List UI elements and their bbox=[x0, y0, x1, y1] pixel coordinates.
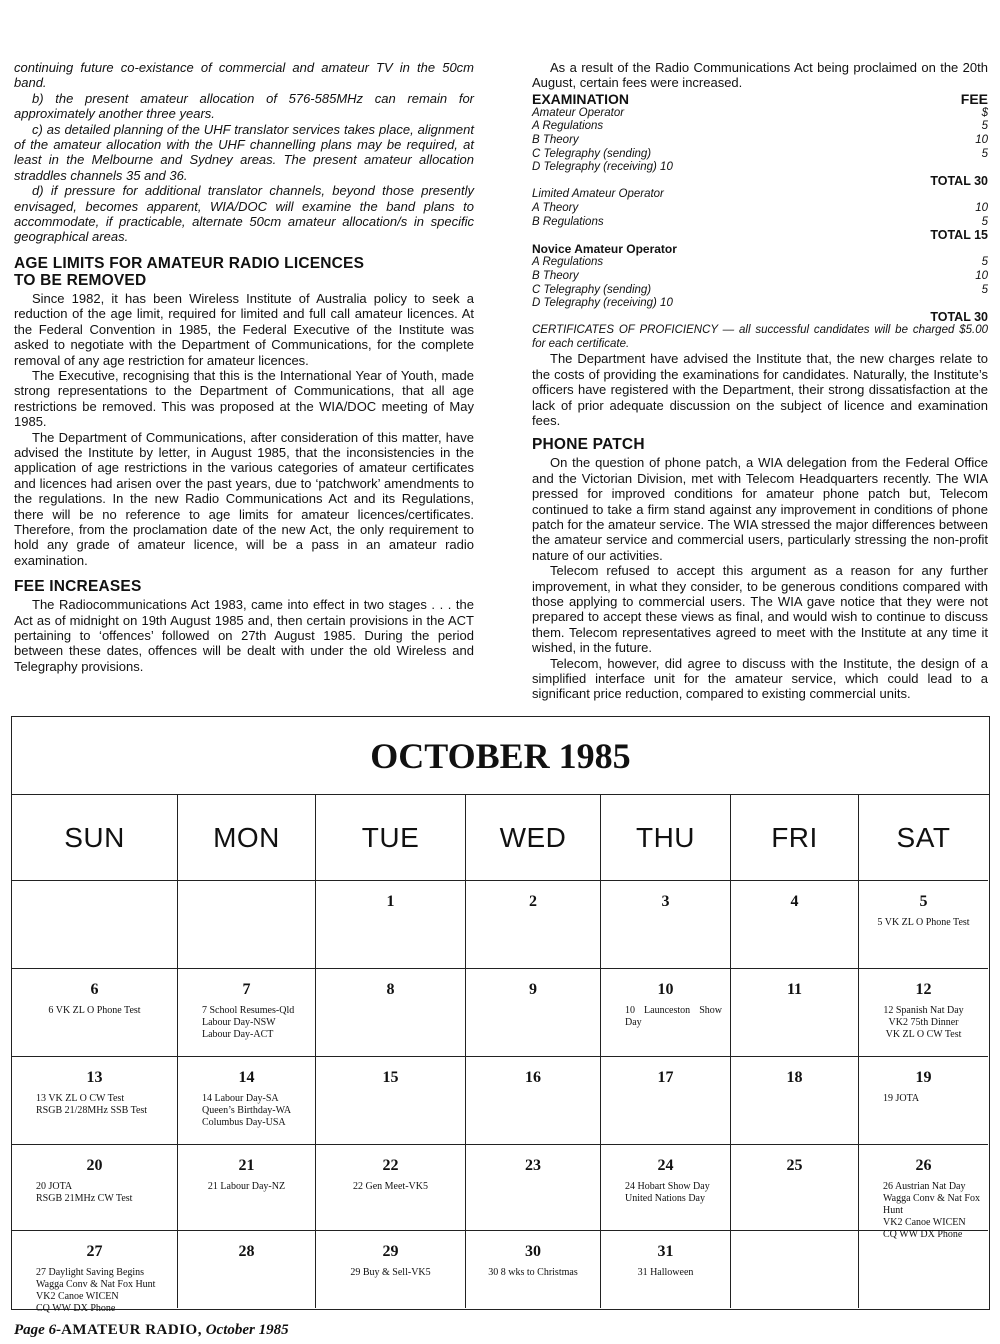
day-events bbox=[601, 1261, 730, 1279]
calendar-day-cell bbox=[178, 881, 316, 969]
day-events bbox=[12, 999, 177, 1017]
limited-operator-title: Limited Amateur Operator bbox=[532, 188, 664, 201]
event-line: 22 Gen Meet-VK5 bbox=[353, 1181, 428, 1192]
fee-increases-heading: FEE INCREASES bbox=[14, 578, 142, 596]
age-paragraph-2: The Executive, recognising that this is the International Year of Youth, made strong representations to the Department of Communications, that all age restrictions be removed. This was proposed at the WIA/DOC meeting of May 1985. bbox=[14, 367, 474, 430]
currency-symbol: $ bbox=[981, 106, 988, 119]
event-line: Labour Day-NSW bbox=[202, 1017, 276, 1028]
phone-patch-paragraph-3: Telecom, however, did agree to discuss with the Institute, the design of a simplified interface unit for the amateur service, which could lead to a significant price reduction, compared to existing commercial units. bbox=[532, 655, 988, 702]
day-number: 5 bbox=[919, 893, 928, 910]
day-events bbox=[859, 1087, 988, 1105]
age-limits-heading-line-1: AGE LIMITS FOR AMATEUR RADIO LICENCES bbox=[14, 254, 365, 272]
weekday-header-mon: MON bbox=[178, 795, 316, 881]
calendar-day-cell bbox=[178, 1231, 316, 1308]
fee-increases-paragraph: The Radiocommunications Act 1983, came into effect in two stages . . . the Act as of midnight on 19th August 1985 and, then certain provisions in the ACT pertaining to ‘offences’ followed on 27th August 1985. During the period between these dates, offences will be dealt with under the old Wireless and Telegraphy provisions. bbox=[14, 597, 474, 674]
event-line: 31 Halloween bbox=[637, 1267, 694, 1278]
fee-row-label: C Telegraphy (sending) bbox=[532, 147, 652, 160]
certificates-note: CERTIFICATES OF PROFICIENCY — all successful candidates will be charged $5.00 for each certificate. bbox=[532, 324, 988, 350]
day-number: 31 bbox=[657, 1243, 674, 1260]
footer-magazine-name: AMATEUR RADIO, bbox=[61, 1322, 202, 1338]
day-events bbox=[601, 1175, 730, 1205]
fee-row-amount: 5 bbox=[981, 147, 988, 160]
fee-row-amount: 5 bbox=[981, 256, 988, 269]
day-events bbox=[178, 1087, 315, 1129]
event-line: Columbus Day-USA bbox=[202, 1117, 286, 1128]
day-number: 12 bbox=[915, 981, 932, 998]
day-number: 8 bbox=[386, 981, 395, 998]
day-number: 15 bbox=[382, 1069, 399, 1086]
calendar-day-cell bbox=[12, 969, 178, 1057]
fee-row-label: A Regulations bbox=[532, 120, 604, 133]
day-number: 30 bbox=[525, 1243, 541, 1260]
calendar-day-cell bbox=[466, 1057, 601, 1145]
calendar-day-cell bbox=[316, 1057, 466, 1145]
calendar-day-cell bbox=[466, 969, 601, 1057]
fee-row-amount: 10 bbox=[975, 201, 988, 214]
calendar-day-cell bbox=[859, 1231, 988, 1308]
calendar-day-cell bbox=[316, 1231, 466, 1308]
calendar-day-cell bbox=[731, 969, 859, 1057]
day-events bbox=[466, 1261, 600, 1279]
fee-row-amount bbox=[928, 161, 988, 175]
day-events bbox=[601, 999, 730, 1029]
calendar-day-cell bbox=[731, 1231, 859, 1308]
calendar-day-cell bbox=[12, 1145, 178, 1231]
day-events bbox=[178, 999, 315, 1041]
day-number: 10 bbox=[657, 981, 674, 998]
fee-row-label: C Telegraphy (sending) bbox=[532, 283, 652, 296]
event-line: VK2 Canoe WICEN bbox=[36, 1291, 119, 1302]
band-item-c: c) as detailed planning of the UHF translator services takes place, alignment of the amateur allocation with the UHF channelling plans may be required, at least in the Melbourne and Sydney areas. The present amateur allocation straddles channels 35 and 36. bbox=[14, 121, 474, 183]
footer-issue-date: October 1985 bbox=[201, 1322, 289, 1338]
day-number: 19 bbox=[915, 1069, 932, 1086]
fee-row-label: D Telegraphy (receiving) 10 bbox=[532, 297, 673, 310]
event-line: Queen’s Birthday-WA bbox=[202, 1105, 292, 1116]
event-line: RSGB 21MHz CW Test bbox=[36, 1193, 133, 1204]
calendar-day-cell bbox=[466, 1231, 601, 1308]
fee-row-amount: 10 bbox=[975, 134, 988, 146]
calendar-title: OCTOBER 1985 bbox=[12, 717, 989, 795]
calendar-day-cell bbox=[731, 1057, 859, 1145]
fees-intro-paragraph: As a result of the Radio Communications Act being proclaimed on the 20th August, certain fees were increased. bbox=[532, 60, 988, 91]
calendar-day-cell bbox=[601, 1145, 731, 1231]
calendar-day-cell bbox=[316, 1145, 466, 1231]
event-line: CQ WW DX Phone bbox=[883, 1229, 963, 1240]
day-number: 1 bbox=[386, 893, 395, 910]
examination-fee-table bbox=[532, 91, 988, 325]
event-line: 20 JOTA bbox=[36, 1181, 73, 1192]
event-line: Labour Day-ACT bbox=[202, 1029, 274, 1040]
event-line: 29 Buy & Sell-VK5 bbox=[350, 1267, 431, 1278]
band-item-d: d) if pressure for additional translator channels, beyond those presently envisaged, becomes apparent, WIA/DOC will examine the band plans to accommodate, if practicable, alternate 50cm amateur allocation/s in specific geographical areas. bbox=[14, 183, 474, 245]
calendar-day-cell bbox=[601, 969, 731, 1057]
event-line: 24 Hobart Show Day bbox=[625, 1181, 710, 1192]
calendar-day-cell bbox=[12, 1231, 178, 1314]
calendar-day-cell bbox=[316, 881, 466, 969]
day-number: 9 bbox=[529, 981, 537, 998]
weekday-header-fri: FRI bbox=[731, 795, 859, 881]
day-events bbox=[12, 1175, 177, 1205]
event-line: 10 Launceston Show Day bbox=[625, 1005, 722, 1028]
day-number: 16 bbox=[525, 1069, 541, 1086]
age-limits-heading bbox=[14, 255, 474, 289]
event-line: VK2 75th Dinner bbox=[888, 1017, 959, 1028]
calendar-day-cell bbox=[316, 969, 466, 1057]
calendar-day-cell bbox=[178, 1057, 316, 1145]
age-paragraph-3: The Department of Communications, after consideration of this matter, have advised the Institute by letter, in August 1985, that the inconsistencies in the application of age restrictions in the various categories of amateur certificates and licences had arisen over the past years, due to ‘patchwork’ amendments to the regulations. In the new Radio Communications Act and its Regulations, there will be no reference to age limits for amateur licences/certificates. Therefore, from the proclamation date of the new Act, the only requirement to hold any grade of amateur licence, will be a pass in an amateur radio examination. bbox=[14, 429, 474, 568]
age-paragraph-1: Since 1982, it has been Wireless Institute of Australia policy to seek a reduction of the age limit, required for limited and full call amateur licences. At the Federal Convention in 1985, the Federal Executive of the Institute was asked to negotiate with the Department of Communications, for the complete removal of any age restriction for amateur licences. bbox=[14, 290, 474, 368]
fee-row-label: B Theory bbox=[532, 134, 579, 146]
calendar-day-cell bbox=[859, 969, 988, 1057]
event-line: 27 Daylight Saving Begins bbox=[36, 1267, 145, 1278]
calendar-day-cell bbox=[859, 881, 988, 969]
fee-row-label: B Theory bbox=[532, 269, 579, 282]
fee-row-label: A Regulations bbox=[532, 256, 604, 269]
day-number: 29 bbox=[382, 1243, 399, 1260]
day-number: 2 bbox=[529, 893, 537, 910]
fee-row-amount: 5 bbox=[981, 120, 988, 133]
band-item-b: b) the present amateur allocation of 576-585MHz can remain for approximately another three years. bbox=[14, 90, 474, 122]
day-number: 3 bbox=[661, 893, 670, 910]
calendar-day-cell bbox=[466, 881, 601, 969]
weekday-header-sun: SUN bbox=[12, 795, 178, 881]
calendar-day-cell bbox=[859, 1057, 988, 1145]
fee-row-amount bbox=[928, 297, 988, 311]
calendar-day-cell bbox=[859, 1145, 988, 1240]
day-number: 25 bbox=[786, 1157, 803, 1174]
examination-heading: EXAMINATION bbox=[532, 90, 629, 107]
day-number: 24 bbox=[657, 1157, 674, 1174]
day-events bbox=[12, 1261, 177, 1315]
event-line: 21 Labour Day-NZ bbox=[207, 1181, 286, 1192]
fee-row-amount: 5 bbox=[981, 215, 988, 228]
left-article-column bbox=[14, 60, 474, 674]
amateur-operator-title: Amateur Operator bbox=[532, 106, 625, 119]
phone-patch-heading: PHONE PATCH bbox=[532, 436, 645, 454]
phone-patch-paragraph-1: On the question of phone patch, a WIA delegation from the Federal Office and the Victorian Division, met with Telecom Headquarters recently. The WIA pressed for improved conditions for amateur phone patch but, Telecom continued to take a firm stand against any improvement in conditions of phone patch for the amateur service. The WIA stressed the major differences between the amateur service and commercial users, particularly stressing the non-profit nature of our activities. bbox=[532, 455, 988, 563]
weekday-header-sat: SAT bbox=[859, 795, 988, 881]
day-number: 13 bbox=[86, 1069, 103, 1086]
event-line: 12 Spanish Nat Day bbox=[883, 1005, 964, 1016]
page-footer bbox=[14, 1322, 289, 1339]
event-line: RSGB 21/28MHz SSB Test bbox=[36, 1105, 148, 1116]
novice-total: TOTAL 30 bbox=[930, 309, 988, 324]
event-line: 14 Labour Day-SA bbox=[202, 1093, 279, 1104]
calendar-day-cell bbox=[466, 1145, 601, 1231]
calendar-grid bbox=[12, 795, 989, 1314]
weekday-header-thu: THU bbox=[601, 795, 731, 881]
day-number: 22 bbox=[382, 1157, 399, 1174]
event-line: 26 Austrian Nat Day bbox=[883, 1181, 966, 1192]
novice-operator-title: Novice Amateur Operator bbox=[532, 241, 677, 256]
event-line: 30 8 wks to Christmas bbox=[488, 1267, 578, 1278]
fee-row-label: A Theory bbox=[532, 201, 579, 214]
october-calendar bbox=[11, 716, 990, 1314]
footer-page-label: Page 6- bbox=[14, 1322, 62, 1338]
right-article-column bbox=[532, 60, 988, 702]
age-limits-heading-line-2: TO BE REMOVED bbox=[14, 271, 147, 289]
band-intro-paragraph: continuing future co-existance of commercial and amateur TV in the 50cm band. bbox=[14, 60, 474, 91]
calendar-day-cell bbox=[178, 1145, 316, 1231]
day-number: 21 bbox=[238, 1157, 255, 1174]
day-events bbox=[178, 1175, 315, 1193]
day-number: 7 bbox=[242, 981, 251, 998]
event-line: VK ZL O CW Test bbox=[885, 1029, 962, 1040]
event-line: 19 JOTA bbox=[883, 1093, 920, 1104]
calendar-day-cell bbox=[601, 1231, 731, 1308]
event-line: CQ WW DX Phone bbox=[36, 1303, 116, 1314]
day-number: 6 bbox=[90, 981, 99, 998]
day-number: 17 bbox=[657, 1069, 674, 1086]
calendar-day-cell bbox=[12, 881, 178, 969]
phone-patch-paragraph-2: Telecom refused to accept this argument as a reason for any further improvement, in what they consider, to be generous conditions compared with those applying to commercial users. The WIA gave notice that they were not prepared to accept these views as final, and would wish to continue to discuss them. Telecom representatives agreed to meet with the Institute at any time it wished, in the future. bbox=[532, 563, 988, 656]
fee-row-amount: 10 bbox=[975, 269, 988, 282]
calendar-day-cell bbox=[731, 881, 859, 969]
limited-total: TOTAL 15 bbox=[930, 228, 988, 243]
fee-row-label: B Regulations bbox=[532, 215, 604, 228]
calendar-day-cell bbox=[601, 1057, 731, 1145]
day-number: 23 bbox=[525, 1157, 541, 1174]
day-number: 11 bbox=[786, 981, 803, 998]
calendar-day-cell bbox=[12, 1057, 178, 1145]
day-number: 20 bbox=[86, 1157, 103, 1174]
weekday-header-tue: TUE bbox=[316, 795, 466, 881]
department-paragraph: The Department have advised the Institute that, the new charges relate to the costs of providing the examinations for candidates. Naturally, the Institute’s officers have registered with the Department, their strong dissatisfaction at the lack of prior adequate discussion on the subject of licence and examination fees. bbox=[532, 351, 988, 428]
event-line: 7 School Resumes-Qld bbox=[202, 1005, 295, 1016]
event-line: VK2 Canoe WICEN bbox=[883, 1217, 966, 1228]
day-number: 14 bbox=[238, 1069, 255, 1086]
event-line: Wagga Conv & Nat Fox Hunt bbox=[883, 1193, 980, 1216]
day-number: 18 bbox=[786, 1069, 803, 1086]
day-events bbox=[316, 1175, 465, 1193]
event-line: United Nations Day bbox=[625, 1193, 705, 1204]
amateur-total: TOTAL 30 bbox=[930, 173, 988, 188]
event-line: Wagga Conv & Nat Fox Hunt bbox=[36, 1279, 156, 1290]
calendar-day-cell bbox=[178, 969, 316, 1057]
day-events bbox=[12, 1087, 177, 1117]
event-line: 13 VK ZL O CW Test bbox=[36, 1093, 125, 1104]
day-number: 4 bbox=[790, 893, 799, 910]
fee-row-amount: 5 bbox=[981, 283, 988, 296]
weekday-header-wed: WED bbox=[466, 795, 601, 881]
event-line: 5 VK ZL O Phone Test bbox=[877, 917, 970, 928]
fee-column-heading: FEE bbox=[960, 90, 988, 107]
day-events bbox=[859, 999, 988, 1041]
fee-row-label: D Telegraphy (receiving) 10 bbox=[532, 161, 673, 174]
calendar-day-cell bbox=[731, 1145, 859, 1231]
calendar-day-cell bbox=[601, 881, 731, 969]
day-number: 28 bbox=[238, 1243, 255, 1260]
day-number: 26 bbox=[915, 1157, 932, 1174]
day-number: 27 bbox=[86, 1243, 103, 1260]
day-events bbox=[316, 1261, 465, 1279]
day-events bbox=[859, 911, 988, 929]
event-line: 6 VK ZL O Phone Test bbox=[48, 1005, 141, 1016]
